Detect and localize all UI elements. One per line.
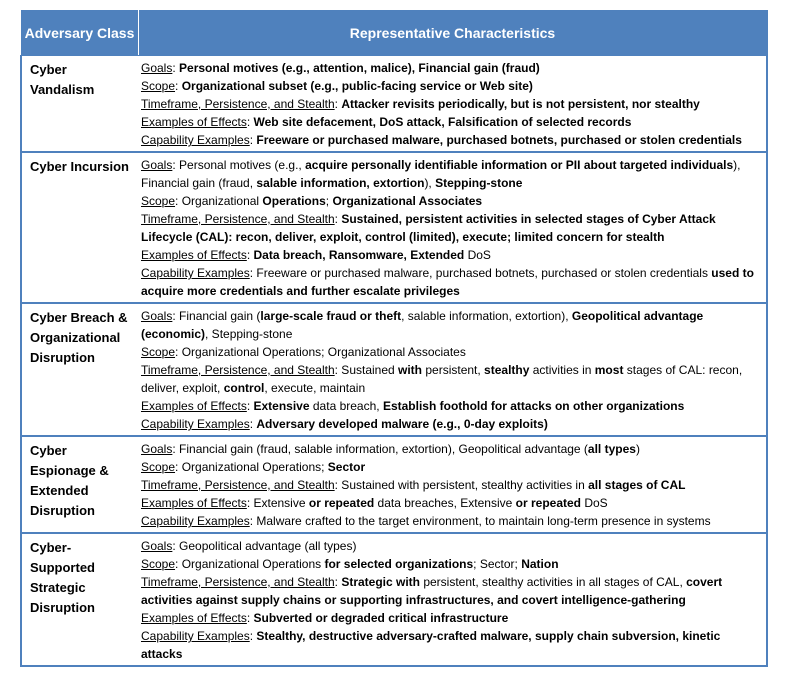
characteristic-text-bold: or repeated: [308, 496, 375, 510]
characteristic-label: Timeframe, Persistence, and Stealth: [141, 363, 335, 377]
characteristic-text: : Sustained: [334, 363, 399, 377]
characteristic-text-bold: large-scale fraud or theft: [260, 309, 402, 323]
characteristic-label: Capability Examples: [141, 514, 250, 528]
characteristic-text: : Extensive: [246, 496, 309, 510]
characteristic-label: Scope: [141, 79, 176, 93]
characteristic-label: Timeframe, Persistence, and Stealth: [141, 575, 335, 589]
characteristic-text-bold: Adversary developed malware (e.g., 0-day exploits): [256, 417, 548, 431]
characteristics-list: [138, 534, 766, 665]
characteristic-line: [141, 476, 762, 494]
characteristic-text: , execute, maintain: [264, 381, 366, 395]
characteristic-label: Goals: [141, 158, 173, 172]
characteristic-line: [141, 264, 762, 300]
class-cell: [21, 436, 138, 533]
characteristic-label: Capability Examples: [141, 417, 250, 431]
characteristic-label: Examples of Effects: [141, 611, 247, 625]
characteristic-line: [141, 77, 762, 95]
characteristics-list: [138, 153, 766, 302]
characteristic-text: persistent, stealthy activities in all stages of CAL,: [420, 575, 687, 589]
characteristic-text: : Financial gain (fraud, salable information, extortion), Geopolitical advantage (: [172, 442, 588, 456]
characteristic-text-bold: Sector: [327, 460, 366, 474]
characteristic-line: [141, 246, 762, 264]
characteristic-text: ; Sector;: [473, 557, 522, 571]
characteristic-label: Examples of Effects: [141, 248, 247, 262]
characteristic-text-bold: control: [223, 381, 265, 395]
class-cell: [21, 533, 138, 666]
characteristic-text-bold: Extensive: [253, 399, 310, 413]
characteristic-text: :: [246, 399, 254, 413]
characteristic-text: activities in: [529, 363, 595, 377]
characteristic-text-bold: Sustained, persistent activities in selected stages of Cyber Attack Lifecycle (CAL): recon, deliver, exploit, control (limited), execute; limited concern for stealth: [141, 212, 716, 244]
characteristic-text-bold: stealthy: [484, 363, 530, 377]
characteristic-text: ),: [424, 176, 436, 190]
characteristic-text: :: [334, 212, 342, 226]
characteristic-text: : Geopolitical advantage (all types): [172, 539, 357, 553]
characteristic-text: : Organizational Operations: [175, 557, 325, 571]
characteristic-text: stages of CAL: recon, deliver, exploit,: [141, 363, 743, 395]
characteristic-line: [141, 573, 762, 609]
characteristic-text: persistent,: [422, 363, 485, 377]
characteristic-text: :: [249, 629, 257, 643]
characteristic-text-bold: used to acquire more credentials and further escalate privileges: [141, 266, 754, 298]
characteristic-text: ): [635, 442, 640, 456]
characteristic-text-bold: Geopolitical advantage (economic): [141, 309, 704, 341]
characteristic-text: data breach,: [309, 399, 383, 413]
characteristics-list: [138, 437, 766, 532]
characteristic-text: data breaches, Extensive: [374, 496, 516, 510]
characteristic-text-bold: for selected organizations: [324, 557, 474, 571]
characteristics-list: [138, 304, 766, 435]
characteristics-list: [138, 56, 766, 151]
characteristics-cell: [138, 56, 767, 153]
characteristic-text: :: [246, 611, 254, 625]
characteristic-text: ;: [325, 194, 333, 208]
characteristic-text: DoS: [464, 248, 491, 262]
characteristic-text: :: [334, 97, 342, 111]
characteristic-label: Scope: [141, 194, 176, 208]
adversary-class-name: Cyber-Supported Strategic Disruption: [30, 540, 95, 615]
characteristic-text: : Financial gain (: [172, 309, 261, 323]
characteristic-text-bold: Nation: [521, 557, 559, 571]
characteristic-text: : Malware crafted to the target environment, to maintain long-term presence in systems: [249, 514, 711, 528]
characteristic-line: [141, 361, 762, 397]
characteristic-label: Examples of Effects: [141, 399, 247, 413]
class-cell: [21, 303, 138, 436]
characteristic-label: Timeframe, Persistence, and Stealth: [141, 97, 335, 111]
characteristic-text-bold: Web site defacement, DoS attack, Falsification of selected records: [253, 115, 632, 129]
characteristic-text: :: [246, 115, 254, 129]
adversary-class-name: Cyber Incursion: [30, 159, 129, 174]
characteristic-text-bold: covert activities against supply chains or supporting infrastructures, and covert intelligence-gathering: [141, 575, 723, 607]
header-adversary-class: Adversary Class: [21, 11, 138, 56]
characteristic-label: Scope: [141, 345, 176, 359]
characteristic-line: [141, 458, 762, 476]
characteristic-label: Goals: [141, 309, 173, 323]
characteristic-line: [141, 415, 762, 433]
characteristic-text-bold: Attacker revisits periodically, but is not persistent, nor stealthy: [341, 97, 700, 111]
class-cell: [21, 152, 138, 303]
characteristic-label: Goals: [141, 61, 173, 75]
characteristic-label: Examples of Effects: [141, 496, 247, 510]
characteristic-line: [141, 113, 762, 131]
characteristic-line: [141, 537, 762, 555]
characteristic-label: Timeframe, Persistence, and Stealth: [141, 212, 335, 226]
characteristic-label: Scope: [141, 460, 176, 474]
adversary-class-name: Cyber Vandalism: [30, 62, 95, 97]
characteristic-label: Capability Examples: [141, 133, 250, 147]
characteristic-text: :: [175, 79, 182, 93]
characteristic-text: : Organizational Operations; Organizational Associates: [175, 345, 466, 359]
characteristic-line: [141, 627, 762, 663]
characteristic-line: [141, 192, 762, 210]
characteristic-text-bold: Subverted or degraded critical infrastructure: [253, 611, 509, 625]
table-body: [21, 56, 767, 667]
adversary-class-table: [20, 10, 768, 667]
characteristics-cell: [138, 533, 767, 666]
characteristic-text-bold: Personal motives (e.g., attention, malice), Financial gain (fraud): [179, 61, 540, 75]
characteristic-text: :: [172, 61, 180, 75]
header-representative-characteristics: Representative Characteristics: [138, 11, 767, 56]
characteristic-text: : Freeware or purchased malware, purchased botnets, purchased or stolen credentials: [249, 266, 712, 280]
characteristics-cell: [138, 436, 767, 533]
characteristic-line: [141, 397, 762, 415]
characteristic-text: :: [249, 133, 257, 147]
characteristic-line: [141, 343, 762, 361]
characteristic-line: [141, 555, 762, 573]
characteristic-text-bold: all types: [587, 442, 636, 456]
characteristic-line: [141, 307, 762, 343]
characteristics-cell: [138, 152, 767, 303]
characteristic-line: [141, 59, 762, 77]
characteristic-text: :: [249, 417, 257, 431]
characteristic-text: : Organizational Operations;: [175, 460, 328, 474]
characteristic-text-bold: Organizational subset (e.g., public-facing service or Web site): [181, 79, 533, 93]
characteristic-text: : Sustained with persistent, stealthy activities in: [334, 478, 589, 492]
characteristic-text: DoS: [581, 496, 608, 510]
characteristic-text-bold: Establish foothold for attacks on other organizations: [382, 399, 685, 413]
characteristic-label: Capability Examples: [141, 629, 250, 643]
characteristic-text-bold: with: [398, 363, 423, 377]
table-row: [21, 152, 767, 303]
characteristic-text-bold: Operations: [262, 194, 326, 208]
table-row: [21, 56, 767, 153]
characteristic-label: Scope: [141, 557, 176, 571]
characteristic-line: [141, 156, 762, 192]
characteristic-text: , salable information, extortion),: [401, 309, 572, 323]
characteristic-text: :: [246, 248, 254, 262]
characteristic-text-bold: Organizational Associates: [332, 194, 483, 208]
characteristic-text-bold: Strategic with: [341, 575, 420, 589]
characteristic-label: Examples of Effects: [141, 115, 247, 129]
characteristic-text: : Organizational: [175, 194, 263, 208]
characteristic-text: , Stepping-stone: [205, 327, 293, 341]
characteristic-line: [141, 512, 762, 530]
characteristic-text: ), Financial gain (fraud,: [141, 158, 741, 190]
characteristic-label: Goals: [141, 442, 173, 456]
characteristic-line: [141, 210, 762, 246]
characteristic-label: Goals: [141, 539, 173, 553]
characteristic-text: :: [334, 575, 342, 589]
table-row: [21, 436, 767, 533]
characteristic-line: [141, 609, 762, 627]
characteristic-label: Timeframe, Persistence, and Stealth: [141, 478, 335, 492]
characteristic-text-bold: Data breach, Ransomware, Extended: [253, 248, 465, 262]
characteristic-line: [141, 131, 762, 149]
characteristic-text-bold: salable information, extortion: [256, 176, 425, 190]
characteristic-text-bold: all stages of CAL: [588, 478, 686, 492]
characteristic-text-bold: or repeated: [515, 496, 581, 510]
characteristics-cell: [138, 303, 767, 436]
characteristic-text-bold: Stepping-stone: [435, 176, 523, 190]
characteristic-line: [141, 440, 762, 458]
characteristic-text-bold: Stealthy, destructive adversary-crafted malware, supply chain subversion, kinetic attacks: [141, 629, 721, 661]
characteristic-text-bold: acquire personally identifiable information or PII about targeted individuals: [305, 158, 734, 172]
adversary-class-name: Cyber Espionage & Extended Disruption: [30, 443, 109, 518]
characteristic-text-bold: most: [594, 363, 624, 377]
characteristic-text: : Personal motives (e.g.,: [172, 158, 306, 172]
adversary-class-name: Cyber Breach & Organizational Disruption: [30, 310, 128, 365]
characteristic-line: [141, 494, 762, 512]
table-header-row: [21, 11, 767, 56]
characteristic-label: Capability Examples: [141, 266, 250, 280]
table-row: [21, 533, 767, 666]
characteristic-line: [141, 95, 762, 113]
table-row: [21, 303, 767, 436]
class-cell: [21, 56, 138, 153]
characteristic-text-bold: Freeware or purchased malware, purchased botnets, purchased or stolen credentials: [256, 133, 742, 147]
